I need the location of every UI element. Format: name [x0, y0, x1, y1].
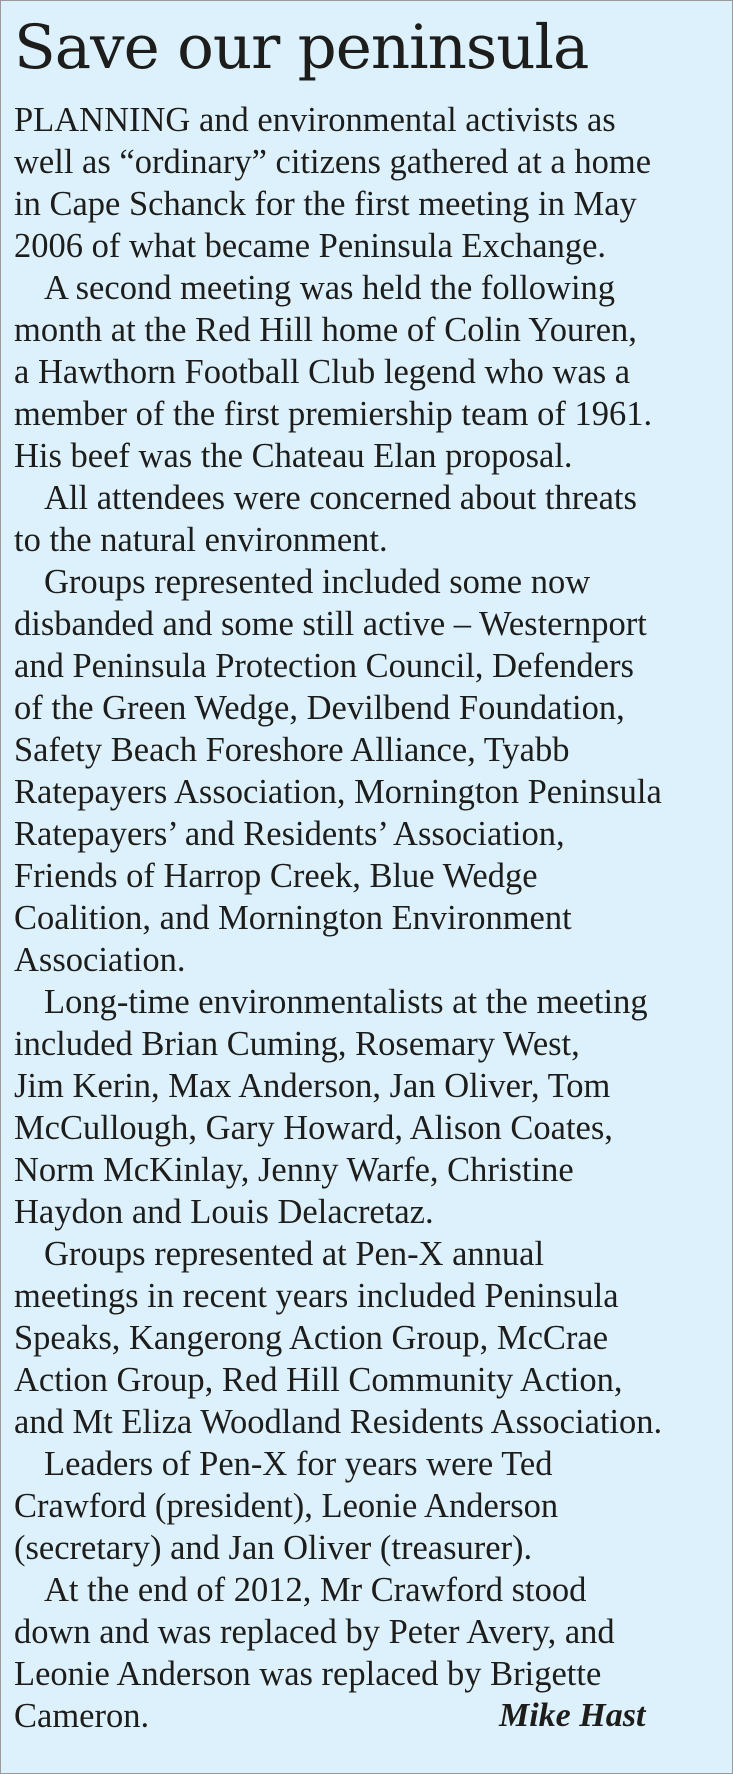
paragraph-3 — [14, 477, 732, 561]
text-line: member of the first premiership team of 1961. — [14, 395, 653, 433]
paragraph-1 — [14, 99, 732, 267]
text-line: Long-time environmentalists at the meeting — [44, 983, 648, 1021]
paragraph-2 — [14, 267, 732, 477]
paragraph-5 — [14, 981, 732, 1233]
text-line: month at the Red Hill home of Colin Youren, — [14, 311, 637, 349]
article-body — [14, 99, 732, 1737]
text-line: Friends of Harrop Creek, Blue Wedge — [14, 857, 538, 895]
text-line: and Mt Eliza Woodland Residents Association. — [14, 1403, 663, 1441]
byline: Mike Hast — [499, 1697, 646, 1734]
text-line: Groups represented included some now — [44, 563, 591, 601]
text-line: (secretary) and Jan Oliver (treasurer). — [14, 1529, 533, 1567]
paragraph-6 — [14, 1233, 732, 1443]
text-line: A second meeting was held the following — [44, 269, 616, 307]
final-line — [14, 1695, 732, 1737]
text-line: Cameron. — [14, 1697, 150, 1735]
text-line: Norm McKinlay, Jenny Warfe, Christine — [14, 1151, 574, 1189]
text-line: Speaks, Kangerong Action Group, McCrae — [14, 1319, 609, 1357]
text-line: well as “ordinary” citizens gathered at a home — [14, 143, 652, 181]
text-line: Safety Beach Foreshore Alliance, Tyabb — [14, 731, 570, 769]
text-line: meetings in recent years included Peninsula — [14, 1277, 619, 1315]
text-line: Leonie Anderson was replaced by Brigette — [14, 1655, 602, 1693]
text-line: Haydon and Louis Delacretaz. — [14, 1193, 434, 1231]
text-line: in Cape Schanck for the first meeting in May — [14, 185, 637, 223]
text-line: disbanded and some still active – Westernport — [14, 605, 647, 643]
text-line: a Hawthorn Football Club legend who was a — [14, 353, 631, 391]
text-line: Association. — [14, 941, 186, 979]
text-line: Ratepayers’ and Residents’ Association, — [14, 815, 565, 853]
text-line: At the end of 2012, Mr Crawford stood — [44, 1571, 587, 1609]
text-line: All attendees were concerned about threats — [44, 479, 637, 517]
text-line: of the Green Wedge, Devilbend Foundation, — [14, 689, 625, 727]
text-line: Ratepayers Association, Mornington Peninsula — [14, 773, 662, 811]
text-line: Coalition, and Mornington Environment — [14, 899, 572, 937]
text-line: Leaders of Pen-X for years were Ted — [44, 1445, 553, 1483]
text-line: down and was replaced by Peter Avery, and — [14, 1613, 615, 1651]
text-line: McCullough, Gary Howard, Alison Coates, — [14, 1109, 613, 1147]
paragraph-7 — [14, 1443, 732, 1569]
paragraph-4 — [14, 561, 732, 981]
text-line: included Brian Cuming, Rosemary West, — [14, 1025, 580, 1063]
text-line: and Peninsula Protection Council, Defenders — [14, 647, 634, 685]
text-line: Jim Kerin, Max Anderson, Jan Oliver, Tom — [14, 1067, 611, 1105]
paragraph-8 — [14, 1569, 732, 1737]
text-line: His beef was the Chateau Elan proposal. — [14, 437, 573, 475]
text-line: 2006 of what became Peninsula Exchange. — [14, 227, 607, 265]
text-line: Crawford (president), Leonie Anderson — [14, 1487, 559, 1525]
text-line: Groups represented at Pen-X annual — [44, 1235, 545, 1273]
text-line: PLANNING and environmental activists as — [14, 101, 616, 139]
text-line: Action Group, Red Hill Community Action, — [14, 1361, 623, 1399]
text-line: to the natural environment. — [14, 521, 388, 559]
headline: Save our peninsula — [14, 12, 589, 83]
